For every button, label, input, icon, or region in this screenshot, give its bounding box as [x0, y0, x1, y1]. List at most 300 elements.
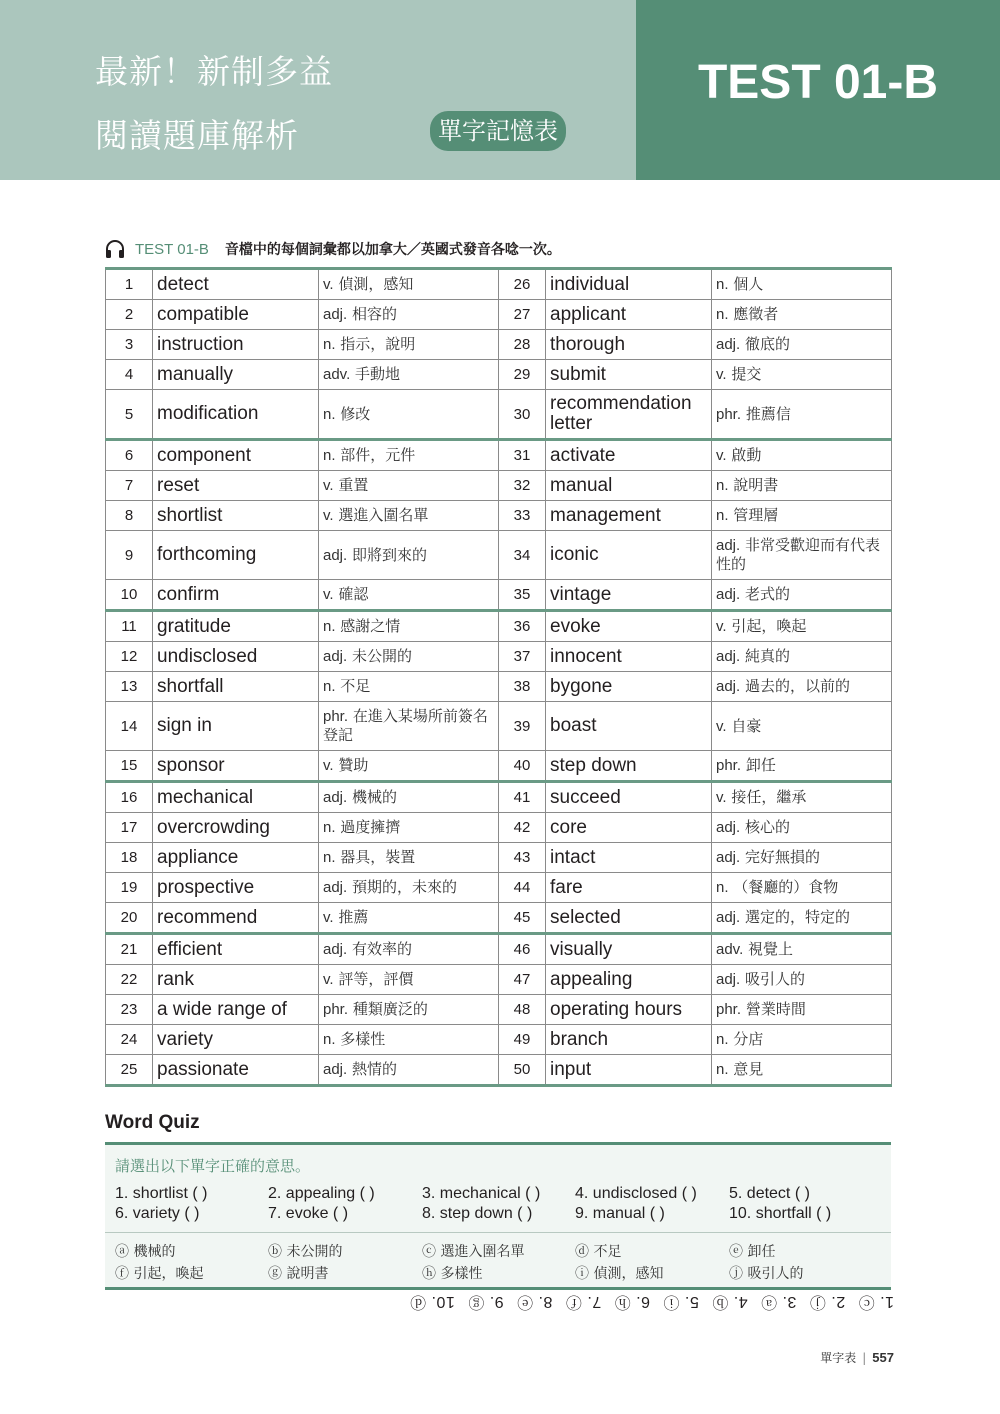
meaning: 純真的 — [744, 647, 790, 665]
word-term: step down — [546, 751, 712, 782]
word-number: 34 — [499, 531, 546, 580]
word-number: 48 — [499, 995, 546, 1025]
word-term: prospective — [153, 873, 319, 903]
word-number: 41 — [499, 782, 546, 813]
quiz-option: ⓓ 不足 — [575, 1244, 622, 1260]
meaning: 完好無損的 — [744, 848, 820, 866]
word-definition — [712, 1025, 892, 1055]
word-number: 47 — [499, 965, 546, 995]
meaning: 評等，評價 — [338, 970, 414, 988]
part-of-speech: phr. — [323, 1001, 349, 1018]
meaning: 推薦 — [338, 908, 369, 926]
word-number: 17 — [106, 813, 153, 843]
word-term: shortlist — [153, 501, 319, 531]
word-number: 11 — [106, 611, 153, 642]
word-term: succeed — [546, 782, 712, 813]
quiz-answer: 3. ⓐ — [760, 1293, 797, 1310]
quiz-option: ⓖ 說明書 — [268, 1266, 329, 1282]
meaning: 種類廣泛的 — [352, 1000, 428, 1018]
part-of-speech: n. — [323, 405, 336, 423]
part-of-speech: n. — [323, 336, 336, 353]
word-number: 1 — [106, 269, 153, 300]
word-definition — [712, 471, 892, 501]
word-definition — [712, 873, 892, 903]
word-term: sign in — [153, 702, 319, 751]
word-number: 18 — [106, 843, 153, 873]
part-of-speech: adj. — [716, 336, 741, 353]
word-definition — [712, 672, 892, 702]
meaning: 分店 — [733, 1030, 764, 1048]
meaning: 卸任 — [745, 756, 776, 774]
quiz-option: ⓑ 未公開的 — [268, 1244, 343, 1260]
word-definition — [319, 440, 499, 471]
quiz-answer: 8. ⓔ — [516, 1293, 553, 1310]
meaning: 營業時間 — [745, 1000, 806, 1018]
word-term: reset — [153, 471, 319, 501]
word-number: 45 — [499, 903, 546, 934]
word-definition — [319, 1055, 499, 1086]
word-definition — [712, 611, 892, 642]
part-of-speech: v. — [323, 586, 334, 603]
part-of-speech: v. — [323, 971, 334, 988]
word-definition — [319, 390, 499, 440]
part-of-speech: v. — [323, 507, 334, 524]
word-definition — [319, 702, 499, 751]
table-row — [106, 702, 892, 751]
word-definition — [712, 903, 892, 934]
meaning: 手動地 — [355, 365, 401, 383]
word-definition — [319, 531, 499, 580]
table-row — [106, 672, 892, 702]
table-row — [106, 782, 892, 813]
book-title-line1: 最新！新制多益 — [95, 52, 333, 91]
word-term: input — [546, 1055, 712, 1086]
word-definition — [319, 873, 499, 903]
part-of-speech: phr. — [323, 708, 349, 725]
table-row — [106, 1055, 892, 1086]
quiz-question: 3. mechanical ( ) — [422, 1185, 541, 1202]
word-number: 38 — [499, 672, 546, 702]
word-term: boast — [546, 702, 712, 751]
word-definition — [712, 501, 892, 531]
word-term: intact — [546, 843, 712, 873]
word-definition — [712, 934, 892, 965]
part-of-speech: adj. — [323, 546, 348, 564]
meaning: 推薦信 — [745, 404, 791, 423]
part-of-speech: n. — [716, 306, 729, 323]
word-number: 13 — [106, 672, 153, 702]
word-definition — [712, 843, 892, 873]
quiz-title: Word Quiz — [105, 1112, 200, 1133]
audio-track-label: TEST 01-B — [135, 240, 209, 258]
quiz-answer: 7. ⓕ — [565, 1293, 602, 1310]
word-term: component — [153, 440, 319, 471]
table-row — [106, 934, 892, 965]
quiz-question: 10. shortfall ( ) — [729, 1205, 832, 1222]
word-term: applicant — [546, 300, 712, 330]
word-term: visually — [546, 934, 712, 965]
word-term: thorough — [546, 330, 712, 360]
part-of-speech: v. — [716, 717, 727, 735]
quiz-option: ⓐ 機械的 — [115, 1244, 176, 1260]
table-row — [106, 813, 892, 843]
word-definition — [319, 269, 499, 300]
table-row — [106, 642, 892, 672]
word-definition — [319, 1025, 499, 1055]
meaning: 啟動 — [731, 446, 762, 464]
quiz-answer: 6. ⓗ — [614, 1293, 651, 1310]
word-term: individual — [546, 269, 712, 300]
meaning: 管理層 — [733, 506, 779, 524]
word-term: instruction — [153, 330, 319, 360]
quiz-option: ⓔ 卸任 — [729, 1244, 776, 1260]
meaning: 非常受歡迎而有代表性的 — [716, 536, 880, 573]
word-number: 8 — [106, 501, 153, 531]
test-label: TEST 01-B — [697, 56, 939, 109]
word-term: vintage — [546, 580, 712, 611]
part-of-speech: v. — [716, 618, 727, 635]
word-definition — [319, 782, 499, 813]
word-term: detect — [153, 269, 319, 300]
word-term: confirm — [153, 580, 319, 611]
word-definition — [319, 934, 499, 965]
part-of-speech: n. — [323, 819, 336, 836]
word-number: 14 — [106, 702, 153, 751]
quiz-question: 9. manual ( ) — [575, 1205, 665, 1222]
part-of-speech: n. — [323, 849, 336, 866]
word-number: 21 — [106, 934, 153, 965]
word-definition — [712, 751, 892, 782]
meaning: 說明書 — [733, 476, 779, 494]
part-of-speech: adv. — [716, 941, 744, 958]
header-banner — [0, 0, 636, 180]
word-definition — [712, 782, 892, 813]
part-of-speech: v. — [716, 366, 727, 383]
table-row — [106, 995, 892, 1025]
quiz-answer: 1. ⓒ — [858, 1293, 894, 1310]
meaning: 視覺上 — [748, 940, 794, 958]
word-term: rank — [153, 965, 319, 995]
word-definition — [319, 843, 499, 873]
part-of-speech: adj. — [323, 941, 348, 958]
quiz-question: 8. step down ( ) — [422, 1205, 533, 1222]
meaning: 相容的 — [351, 305, 397, 323]
word-number: 33 — [499, 501, 546, 531]
part-of-speech: n. — [716, 879, 729, 896]
word-term: evoke — [546, 611, 712, 642]
word-term: appliance — [153, 843, 319, 873]
word-number: 35 — [499, 580, 546, 611]
table-row — [106, 751, 892, 782]
word-term: shortfall — [153, 672, 319, 702]
word-term: submit — [546, 360, 712, 390]
table-row — [106, 501, 892, 531]
word-definition — [712, 531, 892, 580]
quiz-option: ⓙ 吸引人的 — [729, 1266, 804, 1282]
word-term: activate — [546, 440, 712, 471]
word-number: 2 — [106, 300, 153, 330]
table-row — [106, 580, 892, 611]
meaning: 確認 — [338, 585, 369, 603]
part-of-speech: adj. — [716, 849, 741, 866]
word-number: 12 — [106, 642, 153, 672]
section-badge: 單字記憶表 — [430, 111, 566, 151]
meaning: 指示，說明 — [340, 335, 416, 353]
word-number: 39 — [499, 702, 546, 751]
part-of-speech: n. — [716, 477, 729, 494]
word-term: sponsor — [153, 751, 319, 782]
quiz-option: ⓗ 多樣性 — [422, 1266, 483, 1282]
word-term: management — [546, 501, 712, 531]
part-of-speech: v. — [323, 909, 334, 926]
word-definition — [319, 995, 499, 1025]
word-term: efficient — [153, 934, 319, 965]
part-of-speech: n. — [323, 678, 336, 695]
divider — [105, 1232, 891, 1233]
word-number: 49 — [499, 1025, 546, 1055]
word-number: 6 — [106, 440, 153, 471]
part-of-speech: n. — [323, 618, 336, 635]
word-term: gratitude — [153, 611, 319, 642]
headphones-icon — [105, 240, 125, 258]
table-row — [106, 843, 892, 873]
meaning: 吸引人的 — [744, 970, 805, 988]
meaning: 應徵者 — [733, 305, 779, 323]
meaning: 有效率的 — [351, 940, 412, 958]
word-definition — [319, 751, 499, 782]
quiz-question: 1. shortlist ( ) — [115, 1185, 208, 1202]
word-term: branch — [546, 1025, 712, 1055]
word-number: 50 — [499, 1055, 546, 1086]
word-number: 10 — [106, 580, 153, 611]
audio-instruction: 音檔中的每個詞彙都以加拿大／英國式發音各唸一次。 — [224, 242, 561, 258]
quiz-answers-inverted — [398, 1292, 894, 1315]
word-number: 3 — [106, 330, 153, 360]
part-of-speech: n. — [716, 1061, 729, 1078]
audio-note — [105, 239, 561, 259]
table-row — [106, 531, 892, 580]
word-number: 22 — [106, 965, 153, 995]
page-footer — [820, 1349, 894, 1366]
word-term: fare — [546, 873, 712, 903]
word-definition — [319, 813, 499, 843]
quiz-option: ⓒ 選進入圍名單 — [422, 1244, 525, 1260]
word-number: 15 — [106, 751, 153, 782]
part-of-speech: v. — [716, 447, 727, 464]
word-term: mechanical — [153, 782, 319, 813]
word-term: selected — [546, 903, 712, 934]
part-of-speech: adj. — [716, 678, 741, 695]
part-of-speech: adj. — [716, 819, 741, 836]
word-term: iconic — [546, 531, 712, 580]
word-number: 30 — [499, 390, 546, 440]
word-definition — [712, 390, 892, 440]
part-of-speech: adj. — [323, 648, 348, 665]
word-number: 25 — [106, 1055, 153, 1086]
part-of-speech: phr. — [716, 757, 742, 774]
table-row — [106, 873, 892, 903]
page-number: 557 — [872, 1350, 894, 1365]
word-number: 20 — [106, 903, 153, 934]
part-of-speech: adj. — [716, 971, 741, 988]
part-of-speech: v. — [323, 757, 334, 774]
meaning: 引起，喚起 — [731, 617, 807, 635]
meaning: 意見 — [733, 1060, 764, 1078]
test-label-panel — [636, 0, 1000, 180]
word-term: undisclosed — [153, 642, 319, 672]
word-definition — [712, 440, 892, 471]
word-definition — [319, 642, 499, 672]
word-definition — [319, 965, 499, 995]
word-definition — [319, 300, 499, 330]
meaning: 過去的，以前的 — [744, 677, 850, 695]
meaning: 多樣性 — [340, 1030, 386, 1048]
word-definition — [319, 903, 499, 934]
word-definition — [712, 330, 892, 360]
part-of-speech: v. — [716, 789, 727, 806]
quiz-answer: 10. ⓓ — [409, 1293, 455, 1310]
word-term: innocent — [546, 642, 712, 672]
quiz-option: ⓘ 偵測，感知 — [575, 1266, 664, 1282]
meaning: 選進入圍名單 — [338, 506, 429, 524]
quiz-question: 5. detect ( ) — [729, 1185, 810, 1202]
part-of-speech: n. — [716, 507, 729, 524]
word-number: 9 — [106, 531, 153, 580]
word-definition — [319, 611, 499, 642]
table-row — [106, 390, 892, 440]
word-definition — [712, 1055, 892, 1086]
word-definition — [319, 471, 499, 501]
quiz-options — [115, 1241, 885, 1283]
part-of-speech: adj. — [323, 306, 348, 323]
table-row — [106, 471, 892, 501]
word-term: forthcoming — [153, 531, 319, 580]
meaning: 即將到來的 — [351, 545, 427, 564]
table-row — [106, 330, 892, 360]
meaning: 修改 — [340, 404, 371, 423]
word-term: manual — [546, 471, 712, 501]
word-number: 36 — [499, 611, 546, 642]
quiz-question: 4. undisclosed ( ) — [575, 1185, 697, 1202]
meaning: 徹底的 — [744, 335, 790, 353]
word-number: 7 — [106, 471, 153, 501]
quiz-instruction: 請選出以下單字正確的意思。 — [115, 1157, 311, 1175]
word-definition — [712, 300, 892, 330]
part-of-speech: adj. — [323, 879, 348, 896]
part-of-speech: adj. — [716, 586, 741, 603]
word-number: 37 — [499, 642, 546, 672]
vocabulary-table — [105, 267, 892, 1087]
word-number: 43 — [499, 843, 546, 873]
word-number: 27 — [499, 300, 546, 330]
meaning: 感謝之情 — [340, 617, 401, 635]
quiz-questions — [115, 1185, 885, 1223]
quiz-answer: 5. ⓘ — [663, 1293, 699, 1310]
word-number: 32 — [499, 471, 546, 501]
meaning: 贊助 — [338, 756, 369, 774]
meaning: 熱情的 — [351, 1060, 397, 1078]
word-number: 26 — [499, 269, 546, 300]
word-term: a wide range of — [153, 995, 319, 1025]
word-definition — [319, 580, 499, 611]
quiz-answer: 9. ⓖ — [467, 1293, 504, 1310]
word-definition — [319, 501, 499, 531]
meaning: 未公開的 — [351, 647, 412, 665]
table-row — [106, 360, 892, 390]
meaning: 老式的 — [744, 585, 790, 603]
quiz-question: 2. appealing ( ) — [268, 1185, 375, 1202]
meaning: 機械的 — [351, 788, 397, 806]
word-definition — [712, 642, 892, 672]
word-term: variety — [153, 1025, 319, 1055]
word-number: 44 — [499, 873, 546, 903]
word-term: compatible — [153, 300, 319, 330]
word-term: modification — [153, 390, 319, 440]
footer-section: 單字表 — [820, 1351, 857, 1365]
quiz-option: ⓕ 引起，喚起 — [115, 1266, 204, 1282]
part-of-speech: n. — [323, 447, 336, 464]
word-definition — [712, 813, 892, 843]
word-term: passionate — [153, 1055, 319, 1086]
meaning: 選定的，特定的 — [744, 908, 850, 926]
quiz-answer: 4. ⓑ — [711, 1293, 748, 1310]
part-of-speech: adv. — [323, 366, 351, 383]
word-definition — [712, 995, 892, 1025]
part-of-speech: adj. — [716, 909, 741, 926]
table-row — [106, 611, 892, 642]
word-definition — [319, 672, 499, 702]
part-of-speech: adj. — [323, 789, 348, 806]
quiz-question: 7. evoke ( ) — [268, 1205, 349, 1222]
meaning: 個人 — [733, 275, 764, 293]
meaning: （餐廳的）食物 — [733, 878, 839, 896]
part-of-speech: n. — [716, 276, 729, 293]
meaning: 核心的 — [744, 818, 790, 836]
word-number: 5 — [106, 390, 153, 440]
word-number: 4 — [106, 360, 153, 390]
meaning: 偵測，感知 — [338, 275, 414, 293]
table-row — [106, 903, 892, 934]
meaning: 部件，元件 — [340, 446, 416, 464]
word-term: recommendation letter — [546, 390, 712, 440]
book-title-line2: 閱讀題庫解析 — [95, 116, 299, 155]
meaning: 在進入某場所前簽名登記 — [323, 707, 488, 744]
quiz-box — [105, 1142, 891, 1290]
word-number: 16 — [106, 782, 153, 813]
word-number: 40 — [499, 751, 546, 782]
word-number: 46 — [499, 934, 546, 965]
meaning: 預期的，未來的 — [351, 878, 457, 896]
part-of-speech: adj. — [716, 648, 741, 665]
word-number: 24 — [106, 1025, 153, 1055]
word-term: bygone — [546, 672, 712, 702]
quiz-answer: 2. ⓙ — [809, 1293, 846, 1310]
quiz-question: 6. variety ( ) — [115, 1205, 200, 1222]
word-term: operating hours — [546, 995, 712, 1025]
word-number: 28 — [499, 330, 546, 360]
word-definition — [319, 360, 499, 390]
table-row — [106, 965, 892, 995]
word-number: 19 — [106, 873, 153, 903]
word-term: overcrowding — [153, 813, 319, 843]
word-definition — [712, 580, 892, 611]
part-of-speech: n. — [716, 1031, 729, 1048]
part-of-speech: v. — [323, 276, 334, 293]
part-of-speech: phr. — [716, 1001, 742, 1018]
part-of-speech: v. — [323, 477, 334, 494]
meaning: 不足 — [340, 677, 371, 695]
word-definition — [712, 702, 892, 751]
